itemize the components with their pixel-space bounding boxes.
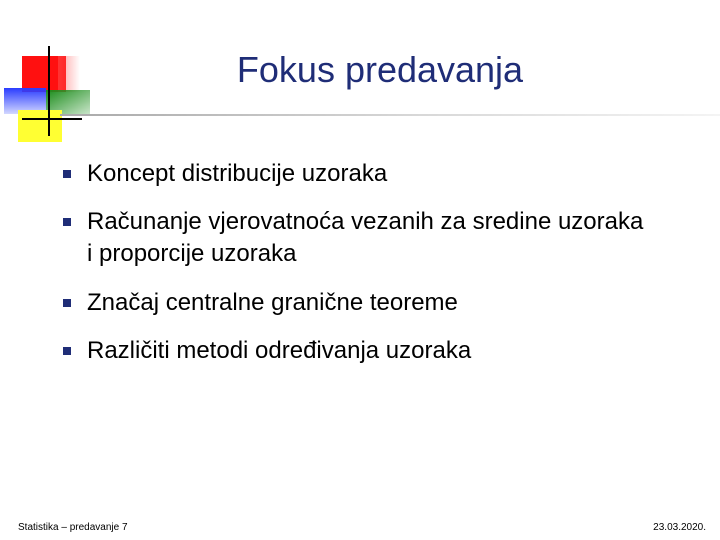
bullet-text: Računanje vjerovatnoća vezanih za sredine uzoraka i proporcije uzoraka [87,208,644,267]
footer-course-label: Statistika – predavanje 7 [18,522,128,533]
bullet-text: Koncept distribucije uzoraka [87,160,388,187]
bullet-text: Značaj centralne granične teoreme [87,289,458,316]
decorative-logo [0,44,100,144]
bullet-item [60,158,387,190]
slide-title: Fokus predavanja [236,49,524,90]
bullet-square-icon [63,299,71,307]
bullet-text: Različiti metodi određivanja uzoraka [87,337,472,364]
bullet-item [60,206,647,270]
bullet-square-icon [63,170,71,178]
logo-horizontal-line [22,118,82,120]
bullet-square-icon [63,218,71,226]
bullet-square-icon [63,347,71,355]
bullet-item [60,335,471,367]
footer-date: 23.03.2020. [653,522,706,533]
title-divider [60,114,720,116]
logo-yellow-square [18,110,62,142]
logo-vertical-line [48,46,50,136]
logo-red-fade [58,56,80,92]
bullet-item [60,287,458,319]
